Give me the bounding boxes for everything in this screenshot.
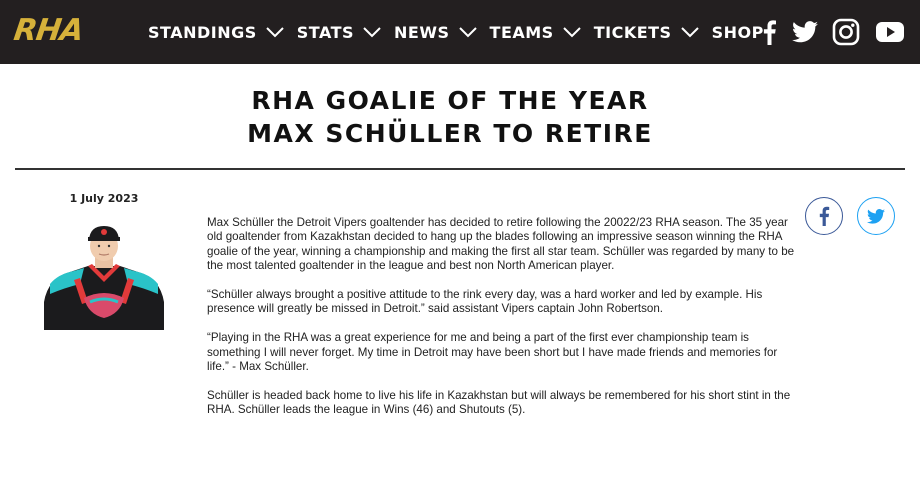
chevron-down-icon[interactable] bbox=[265, 25, 285, 39]
title-line-2: MAX SCHÜLLER TO RETIRE bbox=[247, 119, 653, 148]
twitter-icon bbox=[867, 209, 885, 224]
chevron-down-icon[interactable] bbox=[562, 25, 582, 39]
nav-teams[interactable] bbox=[490, 23, 582, 42]
nav-news[interactable] bbox=[394, 23, 478, 42]
nav-label: SHOP bbox=[711, 22, 764, 42]
share-facebook-button[interactable] bbox=[805, 197, 843, 235]
facebook-icon bbox=[818, 206, 830, 226]
article-paragraph: “Playing in the RHA was a great experience for me and being a part of the first ever championship team is something I will never forget. My time in Detroit may have been short but I have made friends and memories for life.” - Max Schüller. bbox=[207, 331, 778, 374]
article-date: 1 July 2023 bbox=[69, 192, 139, 205]
article-paragraph: Max Schüller the Detroit Vipers goaltender has decided to retire following the 20022/23 RHA season. The 35 year old goaltender from Kazakhstan decided to hang up the blades following an impressive season winning the RHA goalie of the year, winning a championship and making the first all star team. Schüller was regarded by many to be the most talented goaltender in the league and best non North American player. bbox=[207, 216, 795, 273]
player-photo bbox=[44, 222, 164, 330]
nav-stats[interactable] bbox=[297, 23, 382, 42]
article-body bbox=[207, 216, 802, 432]
title-divider bbox=[15, 168, 905, 170]
rha-logo[interactable]: RHA bbox=[11, 13, 85, 48]
facebook-icon[interactable] bbox=[760, 19, 778, 45]
chevron-down-icon[interactable] bbox=[362, 25, 382, 39]
social-links bbox=[760, 0, 904, 64]
main-nav bbox=[148, 0, 776, 64]
chevron-down-icon[interactable] bbox=[680, 25, 700, 39]
nav-label: TICKETS bbox=[593, 22, 672, 42]
share-twitter-button[interactable] bbox=[857, 197, 895, 235]
top-navigation-bar bbox=[0, 0, 920, 64]
nav-label: TEAMS bbox=[489, 22, 554, 42]
article-title bbox=[0, 84, 900, 150]
twitter-icon[interactable] bbox=[792, 21, 818, 43]
nav-tickets[interactable] bbox=[594, 23, 700, 42]
nav-standings[interactable] bbox=[148, 23, 285, 42]
instagram-icon[interactable] bbox=[832, 18, 860, 46]
chevron-down-icon[interactable] bbox=[458, 25, 478, 39]
nav-label: STATS bbox=[296, 22, 355, 42]
nav-label: NEWS bbox=[394, 22, 450, 42]
title-line-1: RHA GOALIE OF THE YEAR bbox=[251, 86, 649, 115]
nav-label: STANDINGS bbox=[148, 22, 257, 42]
article-paragraph: “Schüller always brought a positive attitude to the rink every day, was a hard worker and led by example. His presence will greatly be missed in Detroit.” said assistant Vipers captain John Robertson. bbox=[207, 288, 763, 316]
article-paragraph: Schüller is headed back home to live his life in Kazakhstan but will always be remembered for his short stint in the RHA. Schüller leads the league in Wins (46) and Shutouts (5). bbox=[207, 388, 791, 417]
youtube-icon[interactable] bbox=[876, 21, 904, 43]
nav-shop[interactable] bbox=[712, 23, 764, 42]
